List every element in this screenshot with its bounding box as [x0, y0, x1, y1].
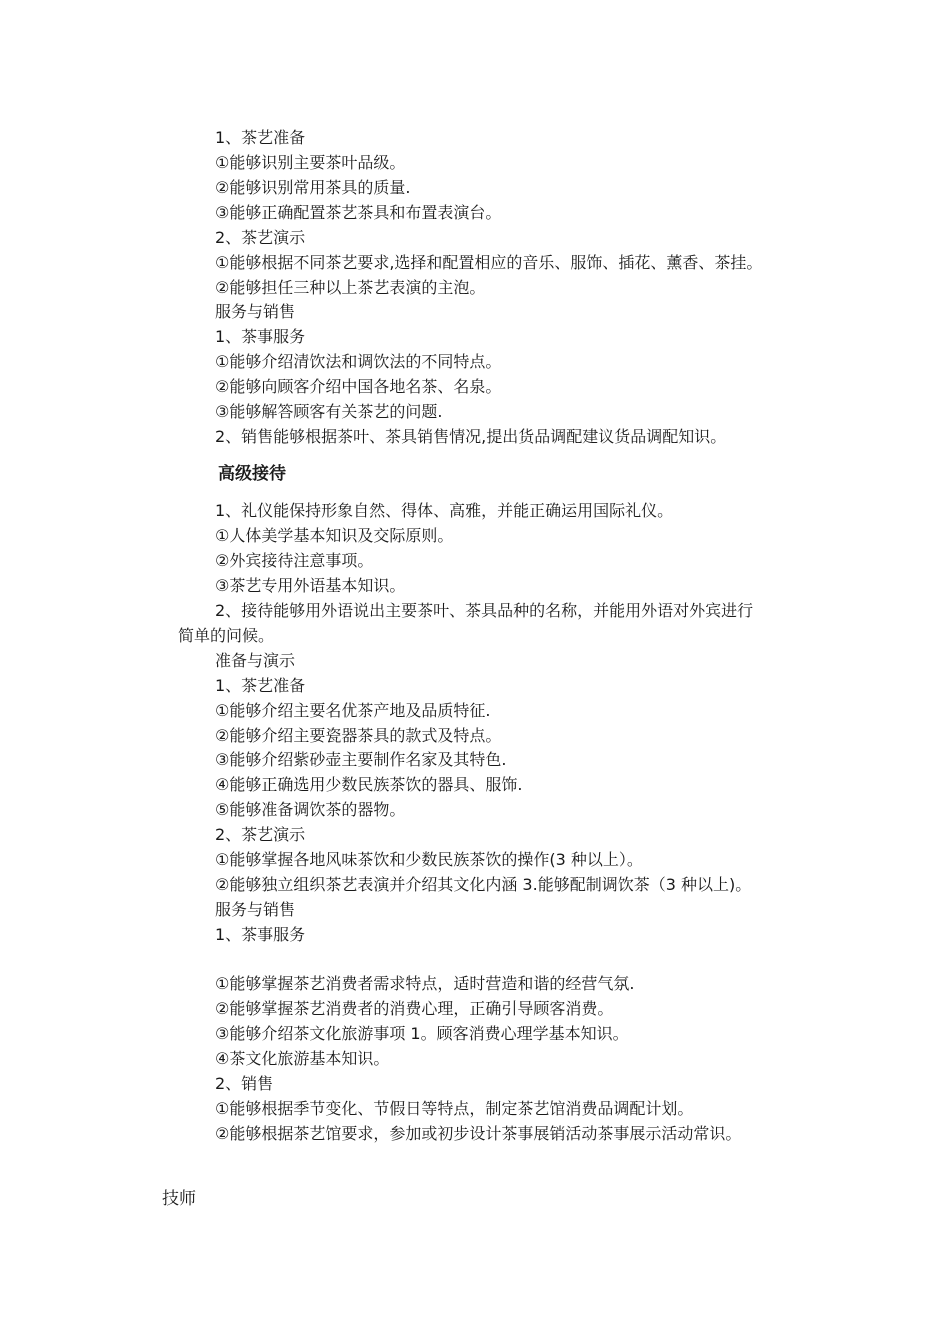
text-line: ②能够介绍主要瓷器茶具的款式及特点。 [215, 726, 502, 745]
text-line: 服务与销售 [215, 900, 296, 919]
text-line: 1、茶事服务 [215, 327, 306, 346]
text-line: ②能够掌握茶艺消费者的消费心理，正确引导顾客消费。 [215, 999, 614, 1018]
text-line: ②能够向顾客介绍中国各地名茶、名泉。 [215, 377, 502, 396]
text-line: 2、销售 [215, 1074, 274, 1093]
text-line: 1、茶事服务 [215, 925, 306, 944]
text-line: ①能够介绍清饮法和调饮法的不同特点。 [215, 352, 502, 371]
text-line: 1、茶艺准备 [215, 676, 306, 695]
text-line: 2、销售能够根据茶叶、茶具销售情况,提出货品调配建议货品调配知识。 [215, 427, 727, 446]
text-line: ②能够担任三种以上茶艺表演的主泡。 [215, 278, 486, 297]
text-line: ③茶艺专用外语基本知识。 [215, 576, 406, 595]
text-line: 准备与演示 [215, 651, 296, 670]
text-line: 服务与销售 [215, 302, 296, 321]
text-line-continuation: 简单的问候。 [178, 626, 275, 645]
text-line: ③能够解答顾客有关茶艺的问题. [215, 402, 443, 421]
text-line: ①能够识别主要茶叶品级。 [215, 153, 406, 172]
text-line: ④能够正确选用少数民族茶饮的器具、服饰. [215, 775, 523, 794]
section-heading: 高级接待 [218, 464, 286, 484]
text-line: ①能够根据季节变化、节假日等特点，制定茶艺馆消费品调配计划。 [215, 1099, 694, 1118]
text-line: ③能够介绍紫砂壶主要制作名家及其特色. [215, 750, 507, 769]
text-line: ②能够根据茶艺馆要求，参加或初步设计茶事展销活动茶事展示活动常识。 [215, 1124, 742, 1143]
text-line: ④茶文化旅游基本知识。 [215, 1049, 390, 1068]
text-line: ②外宾接待注意事项。 [215, 551, 374, 570]
text-line: ②能够识别常用茶具的质量. [215, 178, 411, 197]
text-line: ①能够掌握茶艺消费者需求特点，适时营造和谐的经营气氛. [215, 974, 635, 993]
text-line: ①能够掌握各地风味茶饮和少数民族茶饮的操作(3 种以上）。 [215, 850, 643, 869]
text-line: ②能够独立组织茶艺表演并介绍其文化内涵 3.能够配制调饮茶（3 种以上)。 [215, 875, 752, 894]
text-line: ③能够介绍茶文化旅游事项 1。顾客消费心理学基本知识。 [215, 1024, 629, 1043]
text-line: ①能够根据不同茶艺要求,选择和配置相应的音乐、服饰、插花、薰香、茶挂。 [215, 253, 763, 272]
text-line: 1、礼仪能保持形象自然、得体、高雅，并能正确运用国际礼仪。 [215, 501, 674, 520]
text-line: 2、接待能够用外语说出主要茶叶、茶具品种的名称，并能用外语对外宾进行 [215, 601, 754, 620]
text-line: 1、茶艺准备 [215, 128, 306, 147]
text-line: ⑤能够准备调饮茶的器物。 [215, 800, 406, 819]
text-line: ①人体美学基本知识及交际原则。 [215, 526, 454, 545]
text-line: ①能够介绍主要名优茶产地及品质特征. [215, 701, 491, 720]
text-line: 2、茶艺演示 [215, 228, 306, 247]
text-line: ③能够正确配置茶艺茶具和布置表演台。 [215, 203, 502, 222]
section-title-technician: 技师 [162, 1189, 196, 1209]
text-line: 2、茶艺演示 [215, 825, 306, 844]
